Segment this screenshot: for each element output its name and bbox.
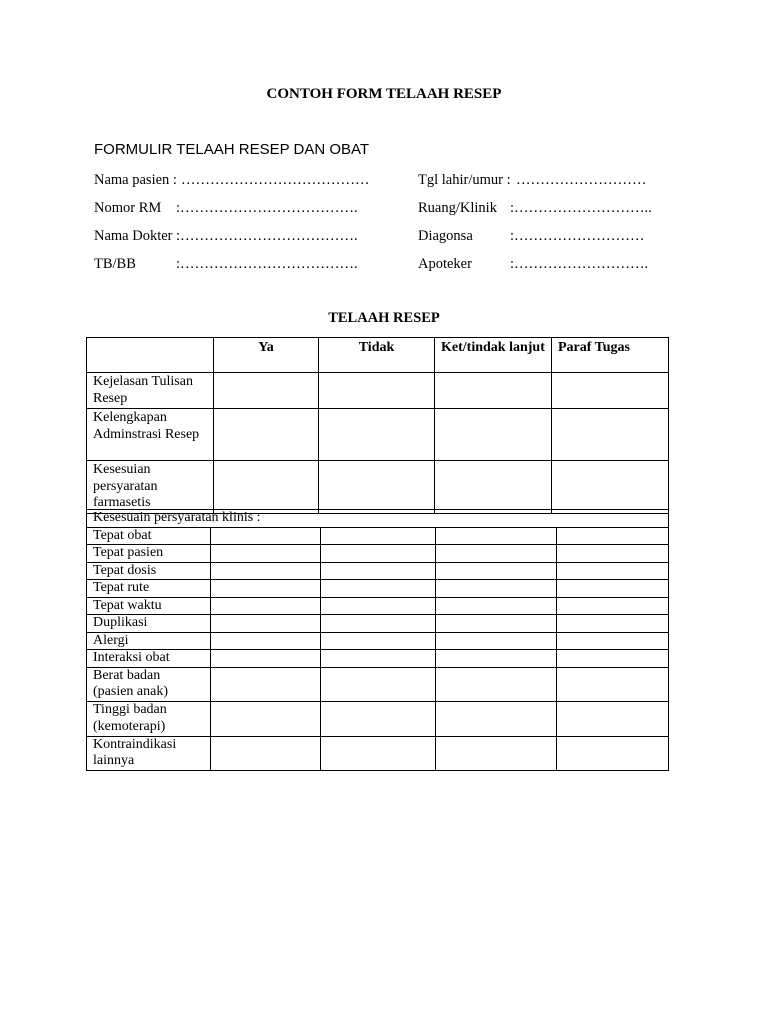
ket-cell[interactable] (436, 580, 557, 598)
header-tidak: Tidak (319, 338, 435, 373)
ya-cell[interactable] (211, 562, 321, 580)
row-label: Berat badan (pasien anak) (87, 667, 211, 702)
document-title: CONTOH FORM TELAAH RESEP (266, 86, 502, 102)
row-label: Tepat rute (87, 580, 211, 598)
ya-cell[interactable] (211, 667, 321, 702)
paraf-cell[interactable] (552, 373, 669, 409)
tidak-cell[interactable] (321, 667, 436, 702)
ya-cell[interactable] (211, 736, 321, 771)
row-label: Interaksi obat (87, 650, 211, 668)
tidak-cell[interactable] (321, 597, 436, 615)
paraf-cell[interactable] (557, 597, 669, 615)
paraf-cell[interactable] (557, 632, 669, 650)
row-label: Tepat waktu (87, 597, 211, 615)
table-row (87, 702, 669, 737)
ruang-klinik-blank[interactable]: :……………………….. (510, 200, 652, 216)
ket-cell[interactable] (436, 702, 557, 737)
clinical-header: Kesesuain persyaratan klinis : (87, 510, 669, 528)
table-row (87, 736, 669, 771)
header-ket-tindak-lanjut: Ket/tindak lanjut (435, 338, 552, 373)
paraf-cell[interactable] (557, 580, 669, 598)
tgl-lahir-blank[interactable]: ……………………… (516, 172, 647, 188)
klinis-table (86, 509, 669, 771)
paraf-cell[interactable] (557, 562, 669, 580)
table-row (87, 597, 669, 615)
tb-bb-label: TB/BB (94, 256, 136, 272)
ket-cell[interactable] (436, 527, 557, 545)
table-row (87, 667, 669, 702)
row-label: Duplikasi (87, 615, 211, 633)
ket-cell[interactable] (436, 597, 557, 615)
ket-cell[interactable] (436, 667, 557, 702)
header-ya: Ya (214, 338, 319, 373)
table-row (87, 632, 669, 650)
row-label: Tepat pasien (87, 545, 211, 563)
table-header-row (87, 338, 669, 373)
nomor-rm-label: Nomor RM (94, 200, 162, 216)
row-label: Tepat dosis (87, 562, 211, 580)
row-label: Kesesuian persyaratan farmasetis (87, 461, 214, 514)
row-label: Tinggi badan (kemoterapi) (87, 702, 211, 737)
ya-cell[interactable] (211, 615, 321, 633)
telaah-resep-table (86, 337, 669, 514)
table-row (87, 562, 669, 580)
row-label: Kelengkapan Adminstrasi Resep (87, 409, 214, 461)
ya-cell[interactable] (211, 702, 321, 737)
ya-cell[interactable] (211, 597, 321, 615)
tidak-cell[interactable] (319, 373, 435, 409)
ya-cell[interactable] (211, 545, 321, 563)
paraf-cell[interactable] (552, 461, 669, 514)
table-row (87, 650, 669, 668)
table-row (87, 615, 669, 633)
tidak-cell[interactable] (321, 632, 436, 650)
ruang-klinik-label: Ruang/Klinik (418, 200, 497, 216)
ya-cell[interactable] (214, 461, 319, 514)
tgl-lahir-label: Tgl lahir/umur : (418, 172, 511, 188)
table-row (87, 461, 669, 514)
tidak-cell[interactable] (321, 562, 436, 580)
ket-cell[interactable] (436, 545, 557, 563)
form-title: FORMULIR TELAAH RESEP DAN OBAT (94, 141, 370, 158)
header-blank-cell (87, 338, 214, 373)
nama-pasien-blank[interactable]: ………………………………… (181, 172, 370, 188)
clinical-header-row (87, 510, 669, 528)
paraf-cell[interactable] (557, 702, 669, 737)
apoteker-blank[interactable]: :………………………. (510, 256, 649, 272)
table-row (87, 373, 669, 409)
ya-cell[interactable] (211, 650, 321, 668)
paraf-cell[interactable] (557, 667, 669, 702)
tb-bb-blank[interactable]: :………………………………. (176, 256, 358, 272)
paraf-cell[interactable] (557, 527, 669, 545)
ya-cell[interactable] (211, 580, 321, 598)
section-title: TELAAH RESEP (328, 310, 440, 326)
tidak-cell[interactable] (321, 545, 436, 563)
ket-cell[interactable] (435, 409, 552, 461)
table-row (87, 545, 669, 563)
paraf-cell[interactable] (557, 736, 669, 771)
table-row (87, 527, 669, 545)
ket-cell[interactable] (436, 562, 557, 580)
ya-cell[interactable] (211, 632, 321, 650)
diagonsa-label: Diagonsa (418, 228, 473, 244)
tidak-cell[interactable] (321, 736, 436, 771)
ket-cell[interactable] (436, 632, 557, 650)
nama-pasien-label: Nama pasien : (94, 172, 177, 188)
field-row (0, 228, 768, 248)
field-row (0, 172, 768, 192)
diagonsa-blank[interactable]: :……………………… (510, 228, 645, 244)
row-label: Alergi (87, 632, 211, 650)
paraf-cell[interactable] (552, 409, 669, 461)
paraf-cell[interactable] (557, 615, 669, 633)
ket-cell[interactable] (435, 373, 552, 409)
tidak-cell[interactable] (321, 527, 436, 545)
nama-dokter-blank[interactable]: :………………………………. (176, 228, 358, 244)
nama-dokter-label: Nama Dokter (94, 228, 173, 244)
field-row (0, 256, 768, 276)
table-row (87, 409, 669, 461)
tidak-cell[interactable] (321, 580, 436, 598)
ket-cell[interactable] (436, 650, 557, 668)
nomor-rm-blank[interactable]: :………………………………. (176, 200, 358, 216)
tidak-cell[interactable] (321, 702, 436, 737)
tidak-cell[interactable] (319, 409, 435, 461)
table-row (87, 580, 669, 598)
ket-cell[interactable] (436, 615, 557, 633)
row-label: Kejelasan Tulisan Resep (87, 373, 214, 409)
apoteker-label: Apoteker (418, 256, 472, 272)
tidak-cell[interactable] (319, 461, 435, 514)
tidak-cell[interactable] (321, 615, 436, 633)
ket-cell[interactable] (436, 736, 557, 771)
paraf-cell[interactable] (557, 650, 669, 668)
row-label: Tepat obat (87, 527, 211, 545)
ya-cell[interactable] (211, 527, 321, 545)
ya-cell[interactable] (214, 409, 319, 461)
ya-cell[interactable] (214, 373, 319, 409)
header-paraf-tugas: Paraf Tugas (552, 338, 669, 373)
paraf-cell[interactable] (557, 545, 669, 563)
row-label: Kontraindikasi lainnya (87, 736, 211, 771)
tidak-cell[interactable] (321, 650, 436, 668)
ket-cell[interactable] (435, 461, 552, 514)
field-row (0, 200, 768, 220)
